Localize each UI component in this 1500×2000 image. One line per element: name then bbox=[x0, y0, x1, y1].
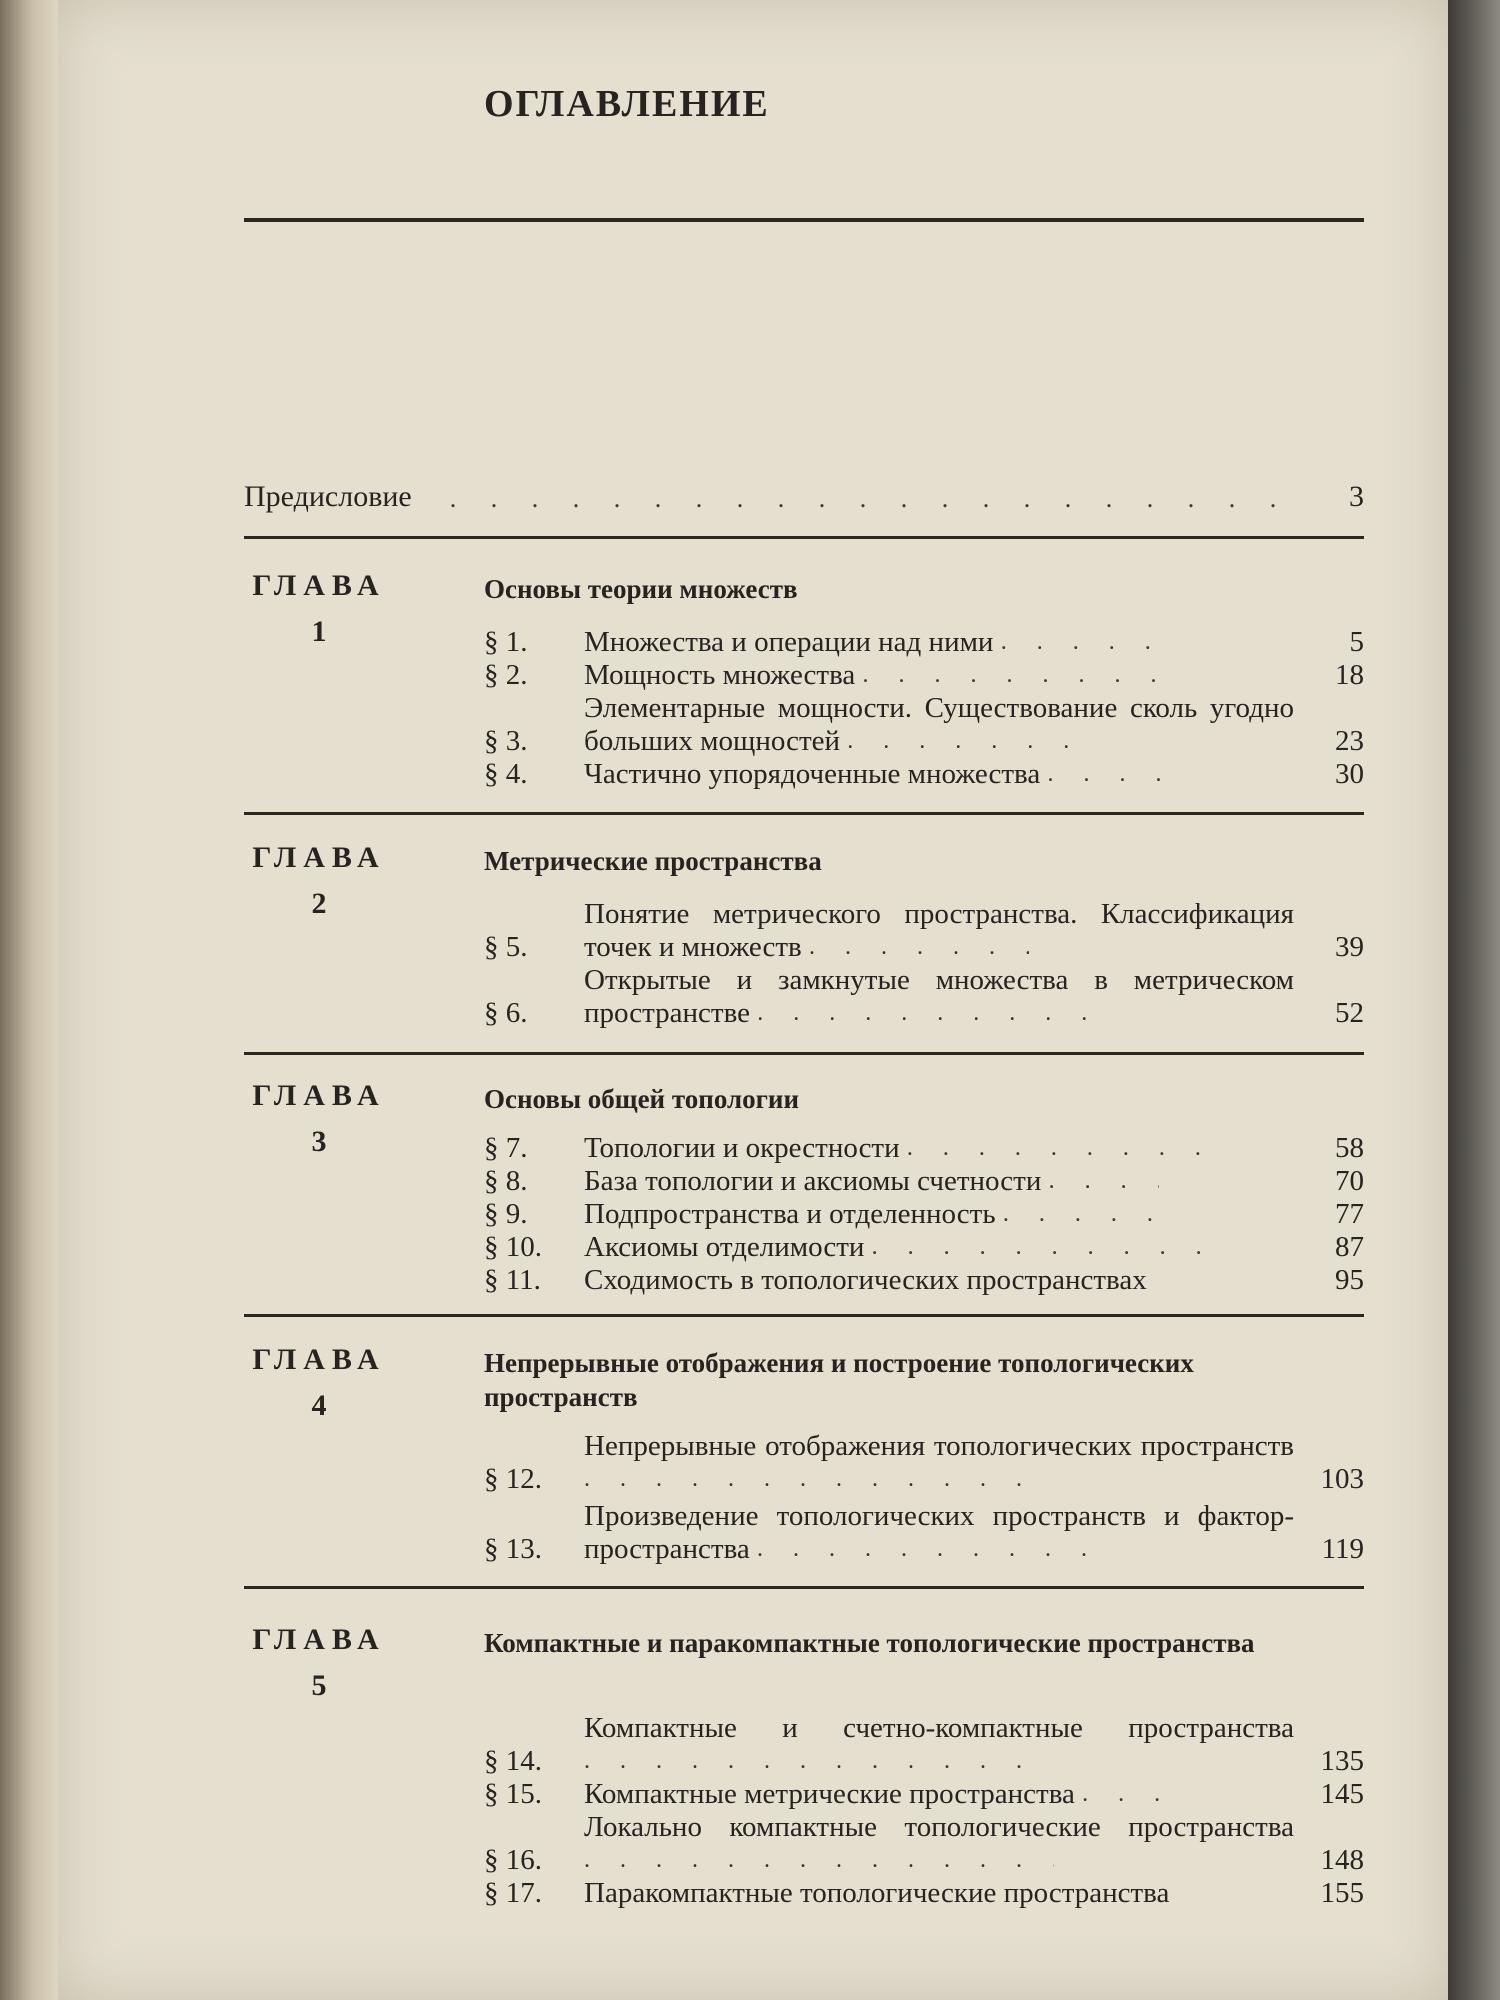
section-title: Понятие метрического пространства. Классификация точек и множеств . . . bbox=[584, 898, 1294, 964]
section-list bbox=[484, 1712, 1364, 1910]
toc-section bbox=[484, 1264, 1364, 1297]
toc-section bbox=[484, 1165, 1364, 1198]
chapter-number: 5 bbox=[311, 1669, 327, 1702]
section-page: 145 bbox=[1320, 1778, 1364, 1810]
section-page: 5 bbox=[1349, 626, 1364, 658]
section-title: Локально компактные топологические пространства . . . bbox=[584, 1811, 1294, 1877]
chapter-title: Компактные и паракомпактные топологические пространства bbox=[484, 1628, 1255, 1658]
chapter-word: ГЛАВА bbox=[252, 1079, 386, 1112]
chapter-divider bbox=[244, 812, 1364, 815]
table-of-contents bbox=[244, 0, 1364, 2000]
chapter-number: 3 bbox=[311, 1125, 327, 1158]
section-page: 77 bbox=[1335, 1198, 1364, 1230]
book-page bbox=[58, 0, 1448, 2000]
chapter-word: ГЛАВА bbox=[252, 841, 386, 874]
section-page: 30 bbox=[1335, 758, 1364, 790]
chapter-number: 4 bbox=[311, 1389, 327, 1422]
toc-section bbox=[484, 1712, 1364, 1778]
toc-section bbox=[484, 1430, 1364, 1496]
chapter-title: Основы общей топологии bbox=[484, 1084, 799, 1114]
preface-page: 3 bbox=[1349, 480, 1364, 513]
preface-label: Предисловие bbox=[244, 480, 412, 513]
section-title: Подпространства и отделенность . . . bbox=[584, 1198, 1294, 1231]
section-number: § 8. bbox=[484, 1165, 528, 1197]
section-number: § 4. bbox=[484, 758, 528, 790]
section-title: Аксиомы отделимости . . . bbox=[584, 1231, 1294, 1264]
section-page: 70 bbox=[1335, 1165, 1364, 1197]
section-number: § 11. bbox=[484, 1264, 541, 1296]
toc-section bbox=[484, 1778, 1364, 1811]
section-number: § 2. bbox=[484, 659, 528, 691]
section-list bbox=[484, 1430, 1364, 1566]
section-page: 148 bbox=[1320, 1844, 1364, 1876]
chapter-title: Основы теории множеств bbox=[484, 574, 798, 604]
chapter-word: ГЛАВА bbox=[252, 1343, 386, 1376]
section-title: Мощность множества . . . bbox=[584, 659, 1294, 692]
section-number: § 1. bbox=[484, 626, 528, 658]
toc-section bbox=[484, 1877, 1364, 1910]
section-number: § 10. bbox=[484, 1231, 542, 1263]
chapter-divider bbox=[244, 536, 1364, 539]
section-number: § 12. bbox=[484, 1463, 542, 1495]
toc-section bbox=[484, 758, 1364, 791]
toc-section bbox=[484, 626, 1364, 659]
chapter-title: Непрерывные отображения и построение топологических пространств bbox=[484, 1348, 1194, 1412]
section-page: 23 bbox=[1335, 725, 1364, 757]
chapter-divider bbox=[244, 1586, 1364, 1589]
chapter-label bbox=[244, 566, 394, 652]
section-page: 58 bbox=[1335, 1132, 1364, 1164]
section-number: § 7. bbox=[484, 1132, 528, 1164]
section-number: § 15. bbox=[484, 1778, 542, 1810]
section-title: Множества и операции над ними . . . bbox=[584, 626, 1294, 659]
section-number: § 13. bbox=[484, 1533, 542, 1565]
section-number: § 5. bbox=[484, 931, 528, 963]
section-page: 39 bbox=[1335, 931, 1364, 963]
section-page: 95 bbox=[1335, 1264, 1364, 1296]
section-number: § 9. bbox=[484, 1198, 528, 1230]
leader-dots bbox=[450, 484, 1288, 514]
section-number: § 14. bbox=[484, 1745, 542, 1777]
toc-section bbox=[484, 692, 1364, 758]
section-page: 52 bbox=[1335, 997, 1364, 1029]
toc-section bbox=[484, 898, 1364, 964]
toc-section bbox=[484, 1231, 1364, 1264]
chapter-divider bbox=[244, 1314, 1364, 1317]
section-number: § 16. bbox=[484, 1844, 542, 1876]
section-number: § 17. bbox=[484, 1877, 542, 1909]
section-title: Сходимость в топологических пространствах bbox=[584, 1264, 1147, 1296]
section-number: § 3. bbox=[484, 725, 528, 757]
section-title: Паракомпактные топологические пространства bbox=[584, 1877, 1170, 1909]
section-title: Топологии и окрестности . . . bbox=[584, 1132, 1294, 1165]
section-title: База топологии и аксиомы счетности . . . bbox=[584, 1165, 1294, 1198]
chapter-number: 1 bbox=[311, 615, 327, 648]
chapter-label bbox=[244, 1340, 394, 1426]
chapter-word: ГЛАВА bbox=[252, 569, 386, 602]
section-number: § 6. bbox=[484, 997, 528, 1029]
toc-section bbox=[484, 659, 1364, 692]
background-edge bbox=[1448, 0, 1500, 2000]
section-title: Компактные метрические пространства . . . bbox=[584, 1778, 1294, 1811]
chapter-divider bbox=[244, 1052, 1364, 1055]
chapter-label bbox=[244, 1076, 394, 1162]
section-title: Произведение топологических пространств и фактор-пространства . . . bbox=[584, 1500, 1294, 1566]
section-title: Непрерывные отображения топологических пространств . . . bbox=[584, 1430, 1294, 1496]
toc-entry-preface bbox=[244, 474, 1364, 514]
top-rule bbox=[244, 218, 1364, 222]
toc-section bbox=[484, 1500, 1364, 1566]
book-spine bbox=[0, 0, 58, 2000]
section-list bbox=[484, 1132, 1364, 1297]
section-title: Открытые и замкнутые множества в метрическом пространстве . . . bbox=[584, 964, 1294, 1030]
section-page: 87 bbox=[1335, 1231, 1364, 1263]
section-page: 155 bbox=[1320, 1877, 1364, 1909]
chapter-title: Метрические пространства bbox=[484, 846, 822, 876]
section-list bbox=[484, 898, 1364, 1030]
chapter-word: ГЛАВА bbox=[252, 1623, 386, 1656]
chapter-number: 2 bbox=[311, 887, 327, 920]
section-title: Частично упорядоченные множества . . . bbox=[584, 758, 1294, 791]
toc-section bbox=[484, 1132, 1364, 1165]
toc-section bbox=[484, 964, 1364, 1030]
section-page: 135 bbox=[1320, 1745, 1364, 1777]
chapter-label bbox=[244, 1620, 394, 1706]
toc-section bbox=[484, 1811, 1364, 1877]
section-page: 103 bbox=[1320, 1463, 1364, 1495]
section-title: Компактные и счетно-компактные пространства . . . bbox=[584, 1712, 1294, 1778]
section-page: 18 bbox=[1335, 659, 1364, 691]
toc-section bbox=[484, 1198, 1364, 1231]
section-list bbox=[484, 626, 1364, 791]
section-title: Элементарные мощности. Существование сколь угодно больших мощностей . . . bbox=[584, 692, 1294, 758]
section-page: 119 bbox=[1321, 1533, 1364, 1565]
page-title: ОГЛАВЛЕНИЕ bbox=[484, 83, 770, 125]
chapter-label bbox=[244, 838, 394, 924]
